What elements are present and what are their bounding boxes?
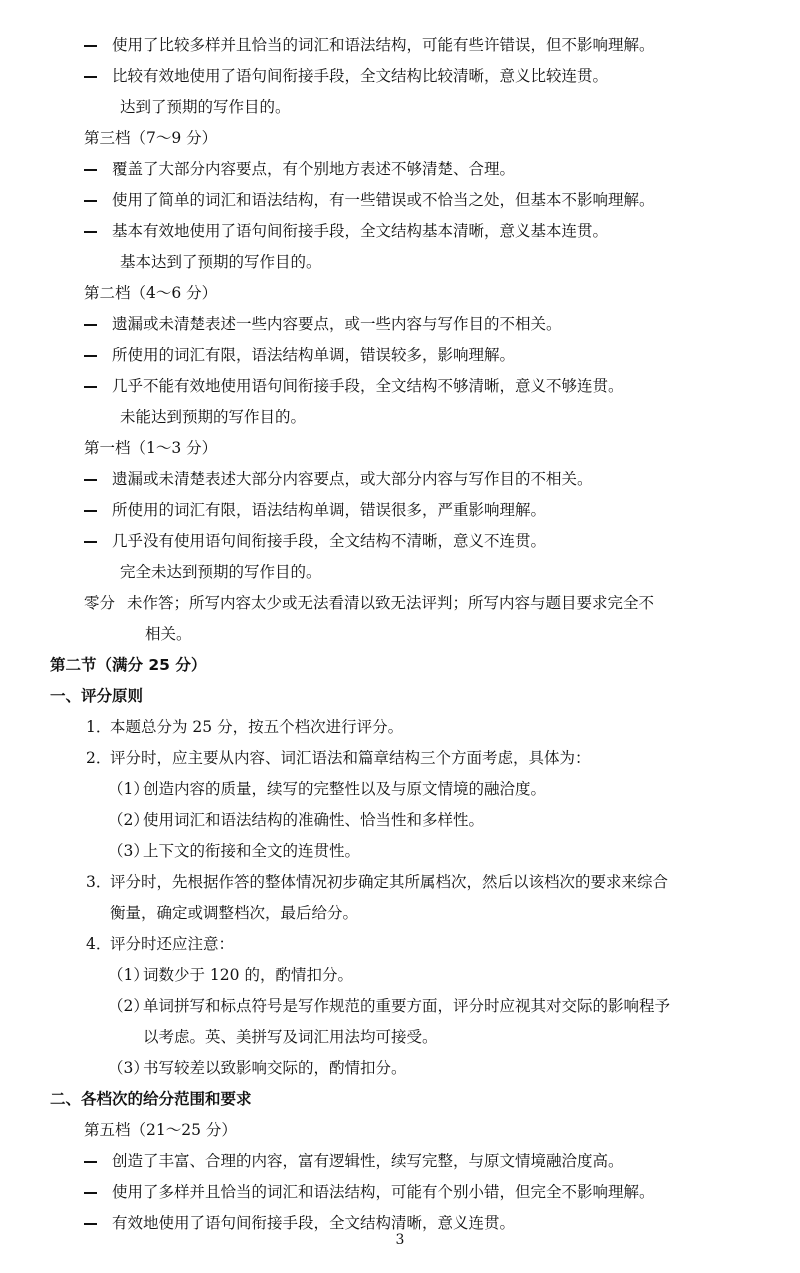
dash-bullet bbox=[84, 1177, 104, 1208]
sub-item bbox=[0, 805, 800, 836]
item-text: 创造了丰富、合理的内容，富有逻辑性，续写完整，与原文情境融洽度高。 bbox=[112, 1152, 624, 1170]
list-item bbox=[0, 1146, 800, 1177]
level-heading bbox=[0, 433, 800, 464]
sub-number: （3） bbox=[108, 1059, 149, 1077]
level-heading bbox=[0, 278, 800, 309]
zero-score-line bbox=[0, 588, 800, 619]
continuation-line bbox=[0, 898, 800, 929]
item-text: 使用了多样并且恰当的词汇和语法结构，可能有个别小错，但完全不影响理解。 bbox=[112, 1183, 655, 1201]
list-item bbox=[0, 30, 800, 61]
continuation-line bbox=[0, 247, 800, 278]
document-page bbox=[0, 30, 800, 1239]
dash-bullet bbox=[84, 526, 104, 557]
page-number: 3 bbox=[395, 1232, 405, 1248]
continuation-line bbox=[0, 92, 800, 123]
sub-number: （2） bbox=[108, 811, 149, 829]
item-text: 有效地使用了语句间衔接手段，全文结构清晰，意义连贯。 bbox=[112, 1214, 516, 1232]
item-number: 1． bbox=[86, 718, 112, 736]
dash-bullet bbox=[84, 1146, 104, 1177]
conclusion-text: 基本达到了预期的写作目的。 bbox=[120, 253, 322, 271]
level5-title: 第五档（21～25 分） bbox=[84, 1121, 237, 1139]
level-heading bbox=[0, 1115, 800, 1146]
continuation-line bbox=[0, 557, 800, 588]
item-number: 2． bbox=[86, 749, 112, 767]
sub-item bbox=[0, 1053, 800, 1084]
dash-bullet bbox=[84, 30, 104, 61]
sub-text: 上下文的衔接和全文的连贯性。 bbox=[143, 842, 361, 860]
dash-bullet bbox=[84, 154, 104, 185]
zero-cont: 相关。 bbox=[145, 625, 192, 643]
item-text: 评分时还应注意： bbox=[110, 935, 235, 953]
item-text: 遗漏或未清楚表述一些内容要点，或一些内容与写作目的不相关。 bbox=[112, 315, 562, 333]
dash-bullet bbox=[84, 495, 104, 526]
numbered-item bbox=[0, 712, 800, 743]
level1-title: 第一档（1～3 分） bbox=[84, 439, 218, 457]
item-text: 使用了比较多样并且恰当的词汇和语法结构，可能有些许错误，但不影响理解。 bbox=[112, 36, 655, 54]
conclusion-text: 完全未达到预期的写作目的。 bbox=[120, 563, 322, 581]
item-text: 基本有效地使用了语句间衔接手段，全文结构基本清晰，意义基本连贯。 bbox=[112, 222, 609, 240]
item-text: 几乎不能有效地使用语句间衔接手段，全文结构不够清晰，意义不够连贯。 bbox=[112, 377, 624, 395]
item-text: 评分时，应主要从内容、词汇语法和篇章结构三个方面考虑，具体为： bbox=[110, 749, 591, 767]
item-text: 使用了简单的词汇和语法结构，有一些错误或不恰当之处，但基本不影响理解。 bbox=[112, 191, 655, 209]
level3-title: 第三档（7～9 分） bbox=[84, 129, 218, 147]
sub-text: 单词拼写和标点符号是写作规范的重要方面，评分时应视其对交际的影响程予 bbox=[143, 997, 671, 1015]
level-heading bbox=[0, 123, 800, 154]
continuation-line bbox=[0, 1022, 800, 1053]
sub-item bbox=[0, 836, 800, 867]
dash-bullet bbox=[84, 340, 104, 371]
continuation-line bbox=[0, 619, 800, 650]
conclusion-text: 未能达到预期的写作目的。 bbox=[120, 408, 307, 426]
list-item bbox=[0, 1177, 800, 1208]
level2-title: 第二档（4～6 分） bbox=[84, 284, 218, 302]
item-continuation: 衡量，确定或调整档次，最后给分。 bbox=[110, 904, 359, 922]
numbered-item bbox=[0, 743, 800, 774]
item-number: 3． bbox=[86, 873, 112, 891]
item-text: 所使用的词汇有限，语法结构单调，错误很多，严重影响理解。 bbox=[112, 501, 547, 519]
zero-label: 零分 bbox=[84, 594, 116, 612]
zero-text: 未作答；所写内容太少或无法看清以致无法评判；所写内容与题目要求完全不 bbox=[127, 594, 655, 612]
list-item bbox=[0, 371, 800, 402]
item-text: 评分时，先根据作答的整体情况初步确定其所属档次，然后以该档次的要求来综合 bbox=[110, 873, 669, 891]
principles-title: 一、评分原则 bbox=[50, 687, 144, 705]
sub-item bbox=[0, 960, 800, 991]
list-item bbox=[0, 154, 800, 185]
item-text: 本题总分为 25 分，按五个档次进行评分。 bbox=[110, 718, 404, 736]
list-item bbox=[0, 495, 800, 526]
conclusion-text: 达到了预期的写作目的。 bbox=[120, 98, 291, 116]
section-heading bbox=[0, 650, 800, 681]
list-item bbox=[0, 309, 800, 340]
section-heading bbox=[0, 681, 800, 712]
sub-number: （1） bbox=[108, 780, 149, 798]
dash-bullet bbox=[84, 216, 104, 247]
list-item bbox=[0, 185, 800, 216]
dash-bullet bbox=[84, 371, 104, 402]
list-item bbox=[0, 526, 800, 557]
dash-bullet bbox=[84, 464, 104, 495]
sub-item bbox=[0, 774, 800, 805]
sub-number: （1） bbox=[108, 966, 149, 984]
list-item bbox=[0, 340, 800, 371]
dash-bullet bbox=[84, 309, 104, 340]
section-heading bbox=[0, 1084, 800, 1115]
item-text: 比较有效地使用了语句间衔接手段，全文结构比较清晰，意义比较连贯。 bbox=[112, 67, 609, 85]
continuation-line bbox=[0, 402, 800, 433]
sub-text: 词数少于 120 的，酌情扣分。 bbox=[143, 966, 353, 984]
sub-item bbox=[0, 991, 800, 1022]
numbered-item bbox=[0, 867, 800, 898]
item-text: 所使用的词汇有限，语法结构单调，错误较多，影响理解。 bbox=[112, 346, 516, 364]
sub-continuation: 以考虑。英、美拼写及词汇用法均可接受。 bbox=[143, 1028, 438, 1046]
list-item bbox=[0, 216, 800, 247]
dash-bullet bbox=[84, 185, 104, 216]
dash-bullet bbox=[84, 61, 104, 92]
item-text: 几乎没有使用语句间衔接手段，全文结构不清晰，意义不连贯。 bbox=[112, 532, 547, 550]
sub-number: （3） bbox=[108, 842, 149, 860]
section2-title: 第二节（满分 25 分） bbox=[50, 656, 207, 674]
sub-text: 使用词汇和语法结构的准确性、恰当性和多样性。 bbox=[143, 811, 485, 829]
sub-text: 书写较差以致影响交际的，酌情扣分。 bbox=[143, 1059, 407, 1077]
numbered-item bbox=[0, 929, 800, 960]
item-number: 4． bbox=[86, 935, 112, 953]
list-item bbox=[0, 61, 800, 92]
sub-number: （2） bbox=[108, 997, 149, 1015]
list-item bbox=[0, 464, 800, 495]
item-text: 遗漏或未清楚表述大部分内容要点，或大部分内容与写作目的不相关。 bbox=[112, 470, 593, 488]
item-text: 覆盖了大部分内容要点，有个别地方表述不够清楚、合理。 bbox=[112, 160, 516, 178]
sub-text: 创造内容的质量，续写的完整性以及与原文情境的融洽度。 bbox=[143, 780, 547, 798]
requirements-title: 二、各档次的给分范围和要求 bbox=[50, 1090, 252, 1108]
